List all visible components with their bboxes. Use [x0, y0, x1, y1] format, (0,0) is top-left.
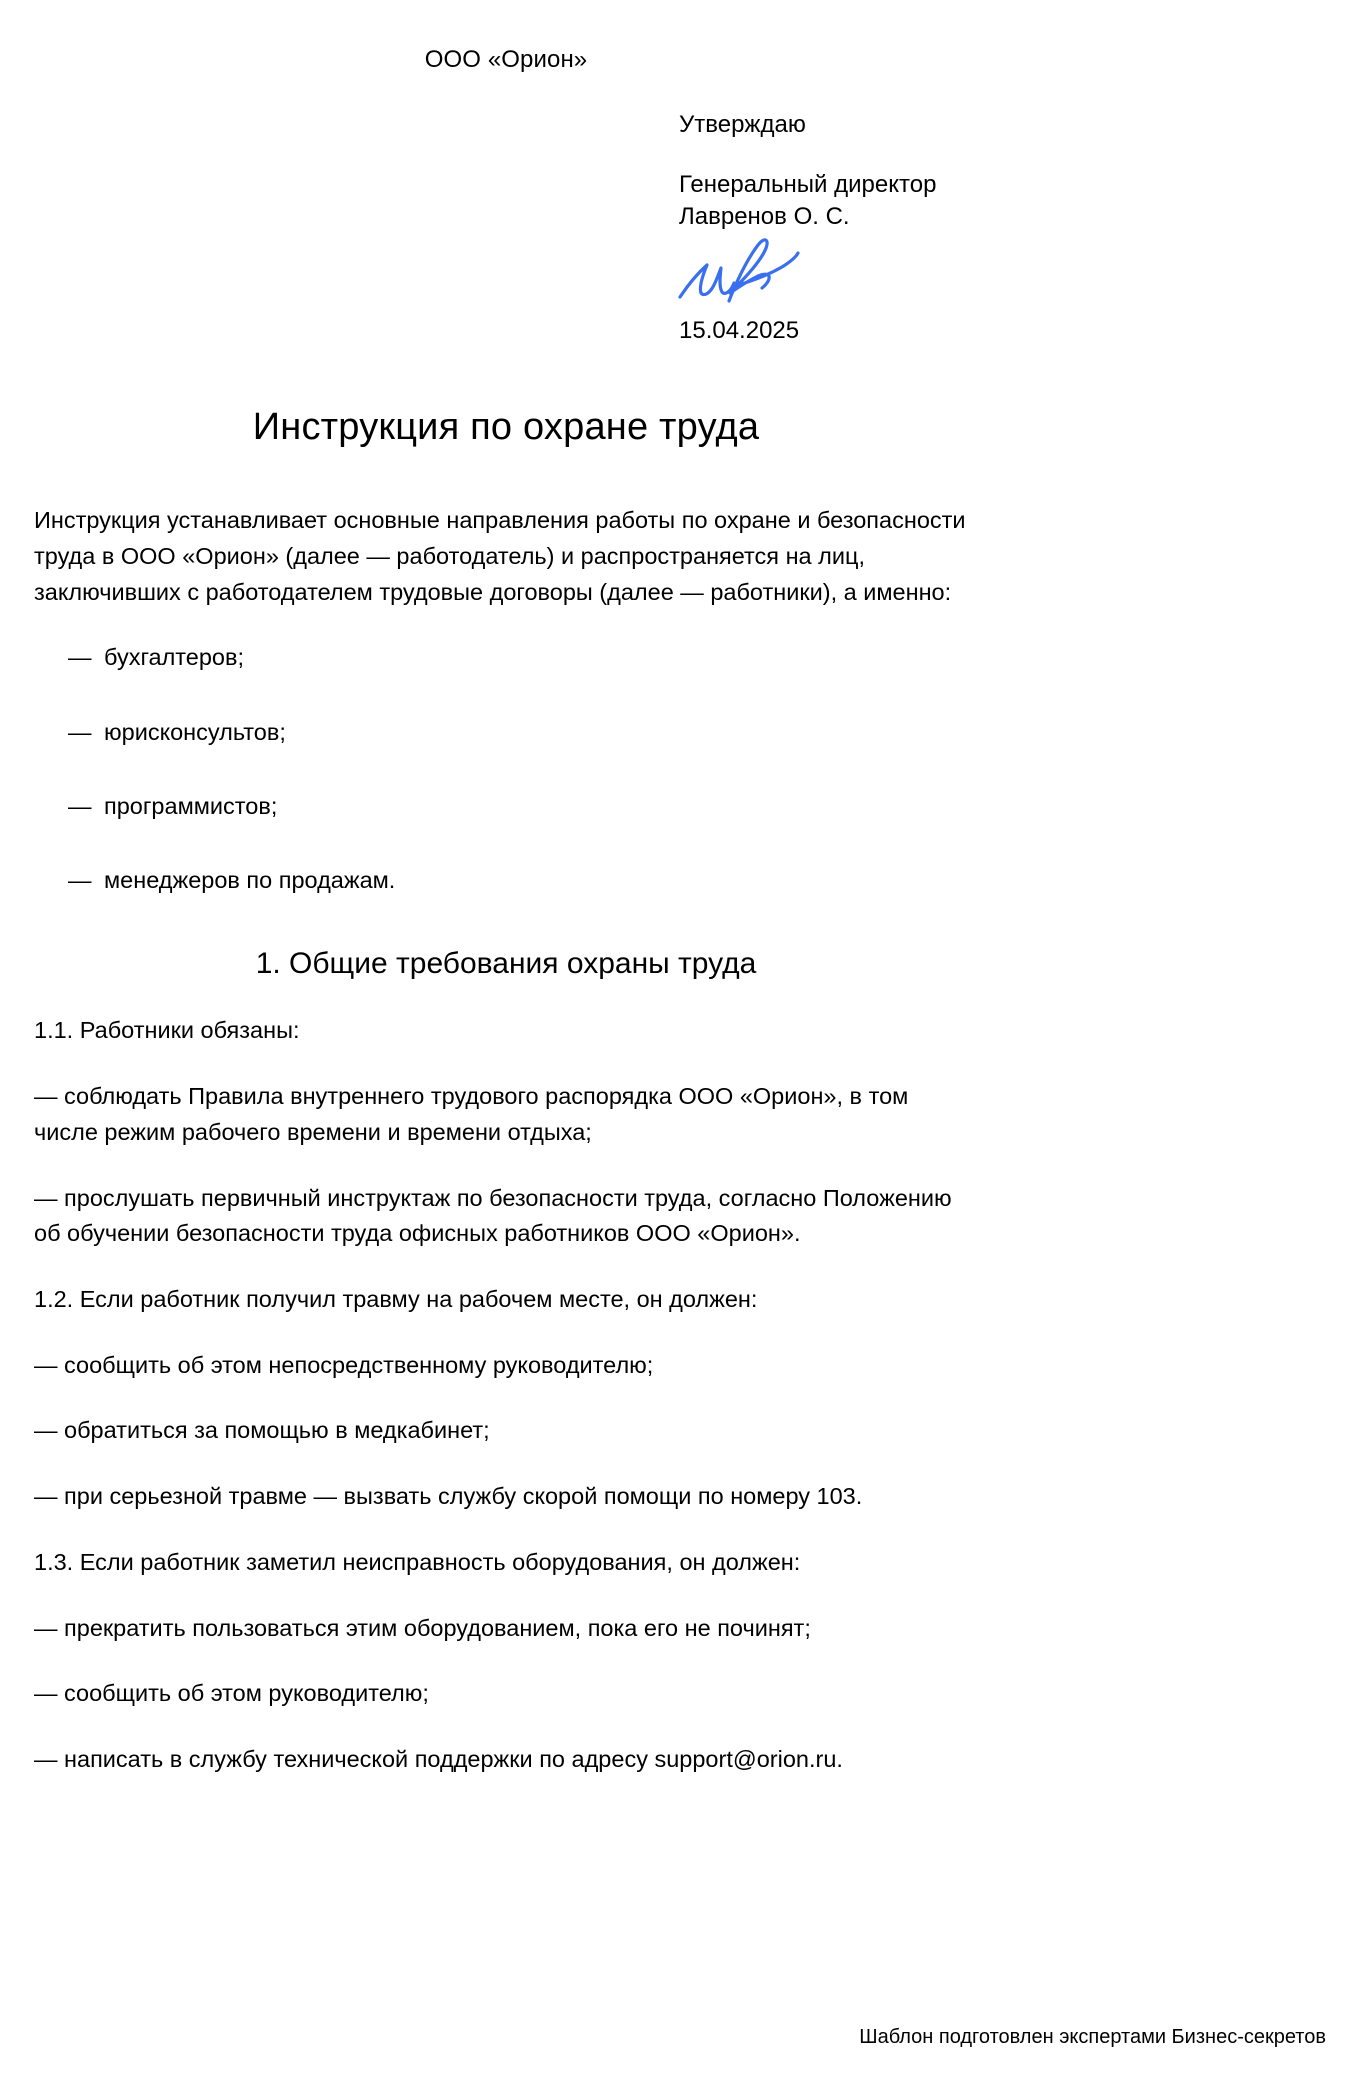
- signature-glyph-icon: [674, 235, 814, 315]
- approval-label: Утверждаю: [679, 111, 806, 139]
- section-paragraph: — написать в службу технической поддержки по адресу support@orion.ru.: [34, 1746, 843, 1773]
- list-item-label: юрисконсультов;: [104, 718, 286, 745]
- section-paragraph: — сообщить об этом руководителю;: [34, 1680, 429, 1707]
- scope-bullet-list: [34, 640, 978, 898]
- footer-note: Шаблон подготовлен экспертами Бизнес-секретов: [859, 2026, 1326, 2048]
- approval-date: 15.04.2025: [679, 317, 800, 345]
- intro-paragraph: Инструкция устанавливает основные направления работы по охране и безопасности труда в ООО «Орион» (далее — работодатель) и распространяется на лиц, заключивших с работодателем трудовые договоры (далее — работники), а именно:: [34, 507, 966, 605]
- section-paragraph: — прослушать первичный инструктаж по безопасности труда, согласно Положению об обучении безопасности труда офисных работников ООО «Орион».: [34, 1184, 952, 1247]
- section-paragraph: — сообщить об этом непосредственному руководителю;: [34, 1351, 654, 1378]
- section-paragraph: — обратиться за помощью в медкабинет;: [34, 1417, 490, 1444]
- list-item-label: менеджеров по продажам.: [104, 867, 396, 894]
- list-item: [34, 640, 978, 675]
- section-paragraph: 1.3. Если работник заметил неисправность оборудования, он должен:: [34, 1548, 801, 1575]
- page-title: Инструкция по охране труда: [252, 405, 760, 448]
- list-item-label: программистов;: [104, 792, 278, 819]
- approver-position: Генеральный директор: [679, 170, 937, 198]
- list-item-label: бухгалтеров;: [104, 644, 245, 671]
- section-paragraph: 1.1. Работники обязаны:: [34, 1017, 300, 1044]
- approver-name: Лавренов О. С.: [679, 202, 850, 230]
- section-paragraph: 1.2. Если работник получил травму на рабочем месте, он должен:: [34, 1286, 758, 1312]
- bullet-dash-icon: —: [68, 718, 92, 745]
- signature-area: [679, 241, 978, 315]
- section-paragraph: — соблюдать Правила внутреннего трудового распорядка ООО «Орион», в том числе режим рабочего времени и времени отдыха;: [34, 1083, 909, 1145]
- section-paragraph: — при серьезной травме — вызвать службу скорой помощи по номеру 103.: [34, 1483, 863, 1510]
- approval-block: [34, 109, 978, 348]
- organization-header: ООО «Орион»: [424, 46, 588, 73]
- bullet-dash-icon: —: [68, 644, 92, 671]
- list-item: [34, 789, 978, 824]
- section-heading-1: 1. Общие требования охраны труда: [255, 947, 757, 981]
- section-paragraph: — прекратить пользоваться этим оборудованием, пока его не починят;: [34, 1614, 811, 1641]
- list-item: [34, 715, 978, 750]
- bullet-dash-icon: —: [68, 792, 92, 819]
- bullet-dash-icon: —: [68, 867, 92, 894]
- list-item: [34, 863, 978, 898]
- approval-spacer: [679, 142, 978, 169]
